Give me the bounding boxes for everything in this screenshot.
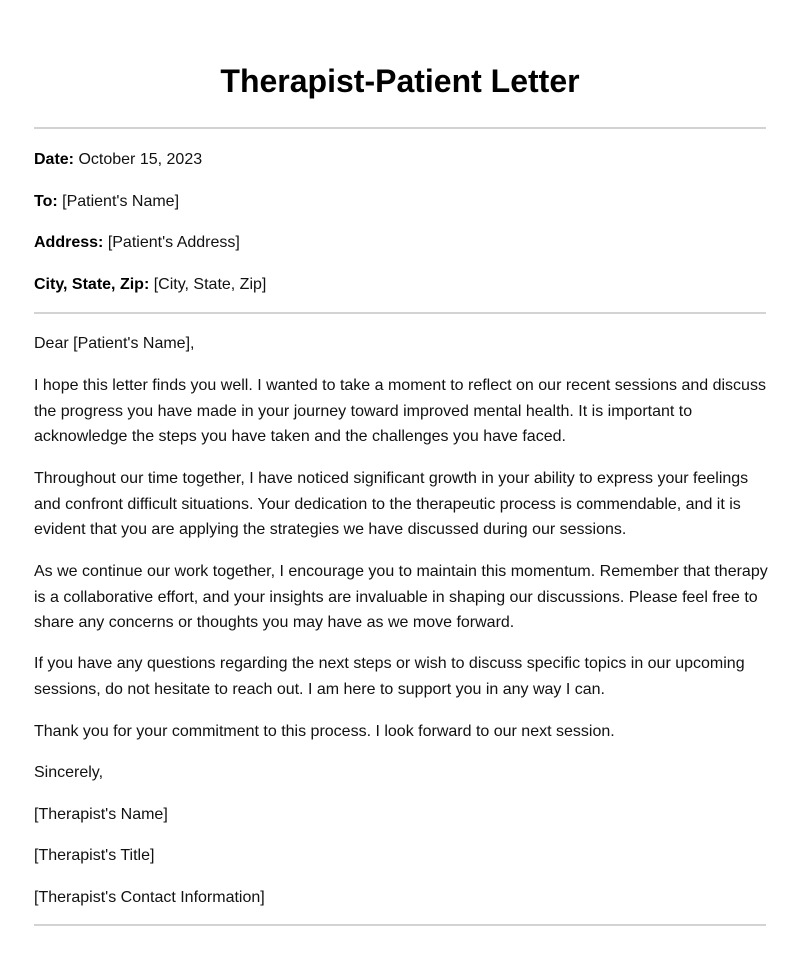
title-divider [34, 127, 766, 129]
salutation: Dear [Patient's Name], [34, 335, 195, 352]
therapist-contact: [Therapist's Contact Information] [34, 889, 265, 906]
address-value: [Patient's Address] [107, 234, 240, 251]
date-label: Date: [34, 151, 75, 168]
date-value: October 15, 2023 [78, 151, 203, 168]
city-state-zip-line [34, 272, 774, 298]
date-line [34, 147, 774, 173]
letter-title: Therapist-Patient Letter [220, 63, 580, 99]
city-state-zip-label: City, State, Zip: [34, 276, 150, 293]
address-label: Address: [34, 234, 104, 251]
body-paragraph: Throughout our time together, I have noticed significant growth in your ability to express your feelings and confront difficult situations. Your dedication to the therapeutic process is commendable, and it is evident that you are applying the strategies we have discussed during our sessions. [34, 470, 749, 538]
body-paragraph: As we continue our work together, I encourage you to maintain this momentum. Remember that therapy is a collaborative effort, and your insights are invaluable in shaping our discussions. Please feel free to share any concerns or thoughts you may have as we move forward. [34, 563, 768, 631]
therapist-name: [Therapist's Name] [34, 806, 168, 823]
body-paragraph: If you have any questions regarding the next steps or wish to discuss specific topics in our upcoming sessions, do not hesitate to reach out. I am here to support you in any way I can. [34, 655, 745, 698]
body-paragraph: I hope this letter finds you well. I wanted to take a moment to reflect on our recent sessions and discuss the progress you have made in your journey toward improved mental health. It is important to acknowledge the steps you have taken and the challenges you have faced. [34, 377, 766, 445]
therapist-title: [Therapist's Title] [34, 847, 155, 864]
recipient-line [34, 189, 774, 215]
closing: Sincerely, [34, 764, 104, 781]
header-divider [34, 312, 766, 314]
city-state-zip-value: [City, State, Zip] [153, 276, 267, 293]
address-line [34, 230, 774, 256]
to-label: To: [34, 193, 58, 210]
to-value: [Patient's Name] [62, 193, 180, 210]
footer-divider [34, 924, 766, 926]
body-paragraph: Thank you for your commitment to this process. I look forward to our next session. [34, 723, 615, 740]
